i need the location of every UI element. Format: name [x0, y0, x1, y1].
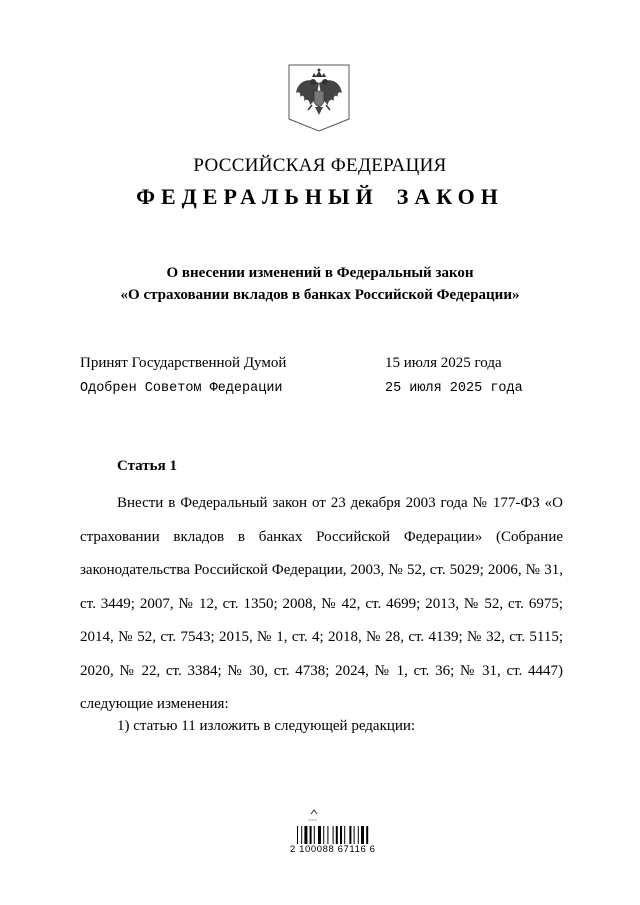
law-title-line-1: О внесении изменений в Федеральный закон: [166, 265, 474, 281]
adoption-date: 15 июля 2025 года: [385, 355, 502, 371]
document-type-word-2: ЗАКОН: [396, 184, 504, 209]
article-heading: Статья 1: [117, 458, 177, 474]
adoption-date: 25 июля 2025 года: [385, 381, 523, 396]
law-title-line-2: «О страховании вкладов в банках Российской Федерации»: [120, 287, 520, 303]
article-paragraph: Внести в Федеральный закон от 23 декабря 2003 года № 177-ФЗ «О страховании вкладов в банках Российской Федерации» (Собрание законодательства Российской Федерации, 2003, № 52, ст. 5029; 2006, № 31, ст. 3449; 2007, № 12, ст. 1350; 2008, № 42, ст. 4699; 2013, № 52, ст. 6975; 2014, № 52, ст. 7543; 2015, № 1, ст. 4; 2018, № 28, ст. 4139; № 32, ст. 5115; 2020, № 22, ст. 3384; № 30, ст. 4738; 2024, № 1, ст. 36; № 31, ст. 4447) следующие изменения:: [80, 495, 563, 712]
svg-text:~~~: ~~~: [308, 818, 317, 824]
coat-of-arms-icon: [286, 63, 352, 133]
article-item: 1) статью 11 изложить в следующей редакции:: [117, 718, 416, 734]
adoption-label: Одобрен Советом Федерации: [80, 381, 283, 396]
document-type: [0, 184, 640, 210]
adoption-label: Принят Государственной Думой: [80, 355, 287, 371]
document-type-word-1: ФЕДЕРАЛЬНЫЙ: [136, 184, 379, 209]
barcode-number: 2 100088 67116 6: [290, 844, 376, 855]
country-name: РОССИЙСКАЯ ФЕДЕРАЦИЯ: [193, 155, 447, 176]
law-title: [0, 262, 640, 306]
